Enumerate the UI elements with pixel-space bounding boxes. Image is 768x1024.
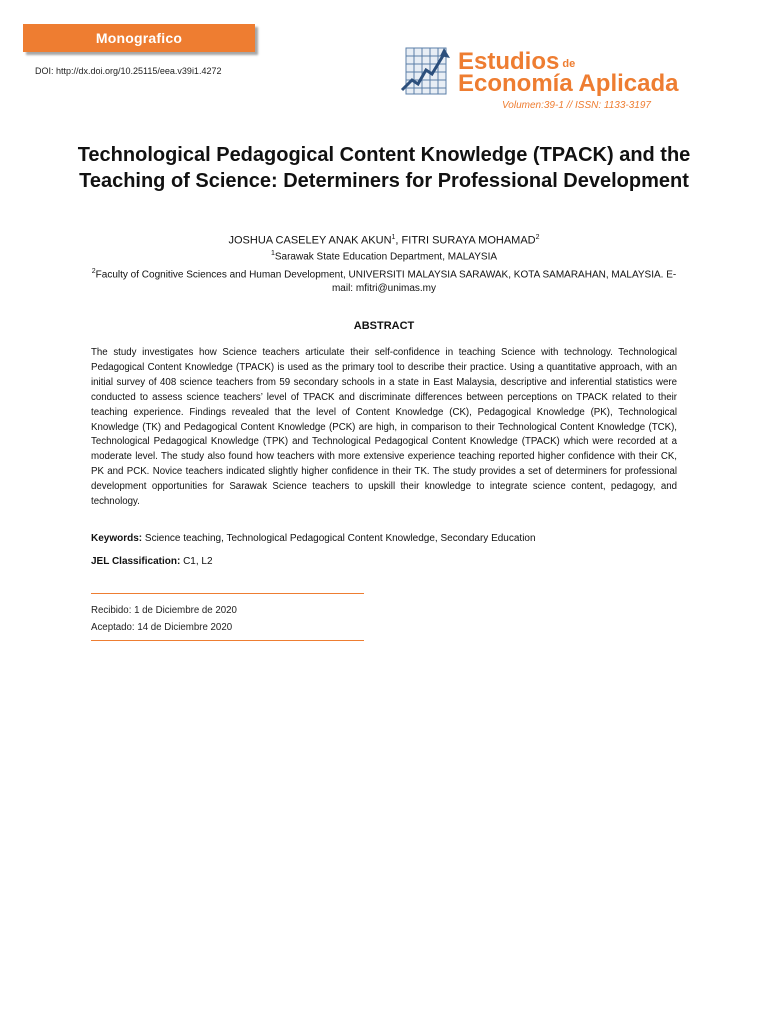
journal-name-estudios: Estudios <box>458 48 560 75</box>
abstract-heading: ABSTRACT <box>353 320 415 332</box>
author-2-sup: 2 <box>535 234 540 241</box>
accepted-date: Aceptado: 14 de Diciembre 2020 <box>91 622 233 633</box>
author-2: FITRI SURAYA MOHAMAD <box>401 234 536 247</box>
author-separator: , <box>395 234 402 247</box>
section-tag-label: Monografico <box>95 30 183 46</box>
jel-text: C1, L2 <box>180 556 213 567</box>
affiliation-2-sup: 2 <box>91 268 96 275</box>
dates-block <box>91 602 237 636</box>
author-line <box>60 234 708 247</box>
rising-line-chart-icon <box>400 44 452 100</box>
doi-link[interactable]: DOI: http://dx.doi.org/10.25115/eea.v39i1.4272 <box>35 66 222 76</box>
journal-name-de: de <box>562 58 576 70</box>
affiliation-1 <box>60 250 708 262</box>
divider-top <box>91 593 364 594</box>
keywords-label: Keywords: <box>91 533 143 544</box>
divider-bottom <box>91 640 364 641</box>
received-date: Recibido: 1 de Diciembre de 2020 <box>91 605 237 616</box>
affiliation-1-sup: 1 <box>270 250 275 257</box>
journal-name-line2: Economía Aplicada <box>458 70 679 97</box>
affiliation-2-text: Faculty of Cognitive Sciences and Human Development, UNIVERSITI MALAYSIA SARAWAK, KOTA SAMARAHAN, MALAYSIA. E-mail: mfitri@unimas.my <box>95 269 677 295</box>
author-1-sup: 1 <box>391 234 396 241</box>
paper-title: Technological Pedagogical Content Knowledge (TPACK) and the Teaching of Science: Determiners for Professional Development <box>77 144 691 192</box>
abstract-text: The study investigates how Science teachers articulate their self-confidence in teaching Science with technology. Technological Pedagogical Content Knowledge (TPACK) is used as the primary tool to describe their practice. Using a quantitative approach, with an initial survey of 408 science teachers from 59 secondary schools in a state in East Malaysia, descriptive and inferential statistics were conducted to assess science teachers’ level of TPACK and discriminate differences between perceptions on TPACK related to their teaching experience. Findings revealed that the level of Content Knowledge (CK), Pedagogical Knowledge (PK), Technological Knowledge (TK) and Pedagogical Content Knowledge (PCK) are high, in comparison to their Technological Content Knowledge (TCK), Technological Pedagogical Knowledge (TPK) and Technological Pedagogical Content Knowledge (TPACK) which were recorded at a moderate level. The study also found how teachers with more extensive experience teaching reported higher confidence with their CK, PK and PCK. Novice teachers indicated slightly higher confidence in their TK. The study provides a set of determiners for professional development opportunities for Sarawak Science teachers to upskill their knowledge to integrate science content, pedagogy, and technology. <box>91 347 677 508</box>
jel-label: JEL Classification: <box>91 556 181 567</box>
affiliation-2 <box>88 265 680 296</box>
keywords-text: Science teaching, Technological Pedagogical Content Knowledge, Secondary Education <box>142 533 536 544</box>
keywords <box>91 533 677 544</box>
affiliation-1-text: Sarawak State Education Department, MALAYSIA <box>274 251 498 263</box>
journal-logo <box>400 44 690 114</box>
section-tag <box>23 24 255 52</box>
journal-volume: Volumen:39-1 // ISSN: 1133-3197 <box>502 100 651 111</box>
author-1: JOSHUA CASELEY ANAK AKUN <box>228 234 392 247</box>
jel-classification <box>91 556 677 567</box>
